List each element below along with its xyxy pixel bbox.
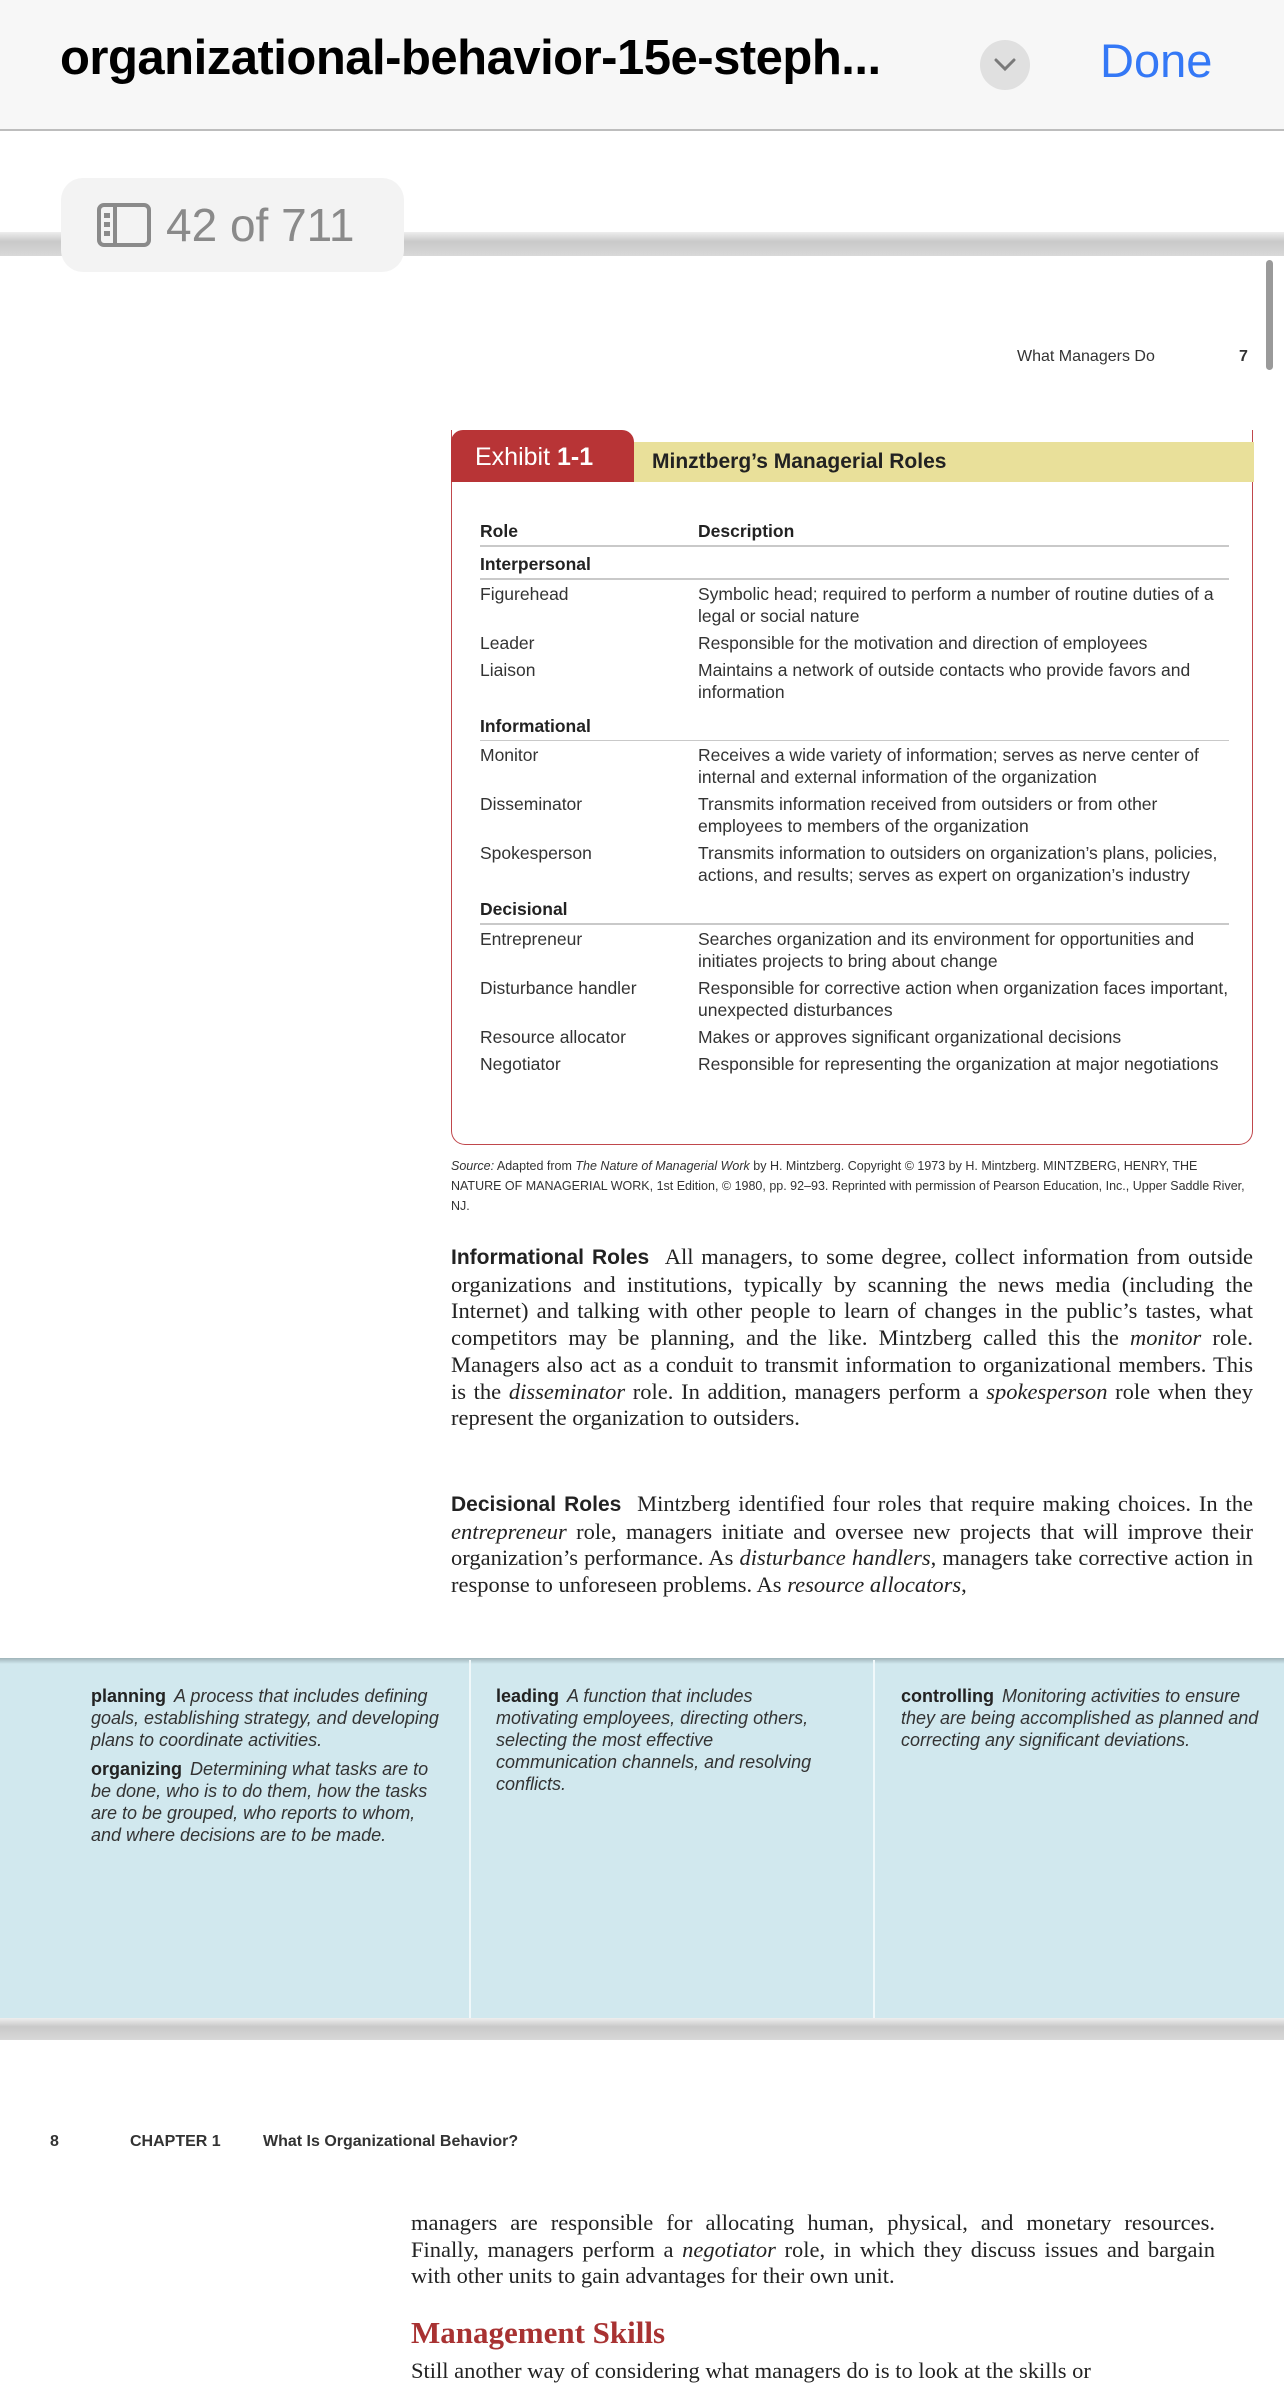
sidebar-icon xyxy=(96,202,152,248)
table-row xyxy=(480,632,1229,654)
table-row xyxy=(480,793,1229,837)
group-heading: Informational xyxy=(480,715,591,736)
text-run: role when they represent the organization to outsiders. xyxy=(451,1378,1253,1431)
text-run: role. In addition, managers perform a xyxy=(625,1378,987,1404)
table-row xyxy=(480,1053,1229,1075)
glossary-definition: A process that includes defining goals, establishing strategy, and developing plans to coordinate activities. xyxy=(91,1686,439,1750)
page-separator xyxy=(0,2018,1284,2040)
table-row xyxy=(480,744,1229,788)
description-cell: Symbolic head; required to perform a number of routine duties of a legal or social nature xyxy=(698,583,1214,626)
document-title[interactable]: organizational-behavior-15e-steph... xyxy=(60,31,881,85)
chapter-label: CHAPTER 1 xyxy=(130,2133,221,2150)
text-run: , managers take corrective action in response to unforeseen problems. As xyxy=(451,1545,1253,1598)
role-cell: Monitor xyxy=(480,745,539,765)
table-row xyxy=(480,842,1229,886)
glossary-term: controlling xyxy=(901,1686,994,1706)
paragraph-body xyxy=(451,1244,1253,1430)
description-cell: Description xyxy=(698,521,795,541)
done-button[interactable]: Done xyxy=(1100,34,1213,87)
exhibit-label: Exhibit xyxy=(475,443,551,471)
paragraph-lead: Decisional Roles xyxy=(451,1493,622,1516)
italic-term: The Nature of Managerial Work xyxy=(575,1159,750,1173)
role-cell: Disturbance handler xyxy=(480,977,637,998)
italic-term: disseminator xyxy=(508,1378,626,1404)
glossary-column xyxy=(91,1685,446,1853)
glossary-column xyxy=(496,1685,836,1802)
italic-term: monitor xyxy=(1130,1325,1202,1351)
source-note xyxy=(451,1156,1251,1216)
group-heading: Interpersonal xyxy=(480,554,591,574)
glossary-definition: Determining what tasks are to be done, who is to do them, how the tasks are to be grouped, who reports to whom, and where decisions are to be made. xyxy=(91,1759,429,1845)
roles-table xyxy=(480,520,1229,1075)
scrollbar[interactable] xyxy=(1266,260,1273,370)
paragraph-lead: Informational Roles xyxy=(451,1246,650,1269)
role-cell: Role xyxy=(480,521,518,541)
description-cell: Transmits information received from outsiders or from other employees to members of the organization xyxy=(698,794,1158,836)
text-run: Mintzberg identified four roles that require making choices. In the xyxy=(637,1491,1254,1516)
group-heading: Decisional xyxy=(480,899,568,919)
italic-term: resource allocators xyxy=(787,1572,962,1598)
text-run: managers are responsible for allocating human, physical, and monetary resources. Finally, managers perform a xyxy=(411,2210,1215,2262)
page-count: 42 of 711 xyxy=(166,199,355,251)
glossary-definition: Monitoring activities to ensure they are being accomplished as planned and correcting any significant deviations. xyxy=(901,1686,1259,1750)
glossary-entry xyxy=(91,1685,446,1751)
title-menu-button[interactable] xyxy=(980,40,1030,90)
italic-term: spokesperson xyxy=(986,1378,1108,1404)
italic-term: entrepreneur xyxy=(451,1518,567,1544)
role-cell: Spokesperson xyxy=(480,843,592,863)
table-rule xyxy=(480,545,1229,547)
exhibit-title: Minztberg’s Managerial Roles xyxy=(634,442,1254,482)
glossary-term: organizing xyxy=(91,1759,182,1779)
page-number: 7 xyxy=(1239,348,1248,365)
table-row xyxy=(480,928,1229,972)
table-row xyxy=(480,583,1229,627)
role-cell: Negotiator xyxy=(480,1053,561,1074)
table-row xyxy=(480,659,1229,703)
description-cell: Responsible for corrective action when organization faces important, unexpected disturbances xyxy=(698,977,1229,1020)
glossary-definition: A function that includes motivating employees, directing others, selecting the most effective communication channels, and resolving conflicts. xyxy=(496,1686,812,1794)
text-run: by H. Mintzberg. Copyright © 1973 by H. Mintzberg. MINTZBERG, HENRY, THE NATURE OF MANAGERIAL WORK, 1st Edition, © 1980, pp. 92–93. Reprinted with permission of Pearson Education, Inc., Upper Saddle River, NJ. xyxy=(451,1159,1245,1213)
table-rule xyxy=(480,740,1229,742)
text-run: All managers, to some degree, collect information from outside organizations and institutions, typically by scanning the news media (including the Internet) and talking with other people to learn of changes in the public’s tastes, what competitors may be planning, and the like. Mintzberg called this the xyxy=(451,1244,1253,1351)
text-run: role, in which they discuss issues and bargain with other units to gain advantages for their own unit. xyxy=(411,2236,1215,2289)
text-run: Adapted from xyxy=(494,1159,576,1173)
role-cell: Liaison xyxy=(480,659,536,680)
italic-term: negotiator xyxy=(682,2236,776,2262)
exhibit-number: 1-1 xyxy=(557,443,594,471)
section-heading: Management Skills xyxy=(411,2315,666,2350)
chapter-title: What Is Organizational Behavior? xyxy=(263,2133,519,2150)
running-head: What Managers Do xyxy=(1017,348,1155,365)
band-edge xyxy=(0,1658,1284,1664)
description-cell: Makes or approves significant organizational decisions xyxy=(698,1026,1122,1047)
glossary-column xyxy=(901,1685,1261,1758)
table-row xyxy=(480,1026,1229,1048)
table-row xyxy=(480,977,1229,1021)
role-cell: Resource allocator xyxy=(480,1026,626,1047)
italic-term: disturbance handlers xyxy=(739,1545,931,1571)
description-cell: Searches organization and its environment for opportunities and initiates projects to bring about change xyxy=(698,928,1195,971)
role-cell: Figurehead xyxy=(480,583,569,604)
cut-off-line: Still another way of considering what managers do is to look at the skills or xyxy=(411,2358,1091,2383)
viewer-toolbar xyxy=(0,0,1284,131)
column-divider xyxy=(469,1660,471,2018)
glossary-term: planning xyxy=(91,1686,166,1706)
page-indicator[interactable] xyxy=(61,178,404,272)
role-cell: Leader xyxy=(480,632,535,653)
glossary-entry xyxy=(901,1685,1261,1751)
decisional-roles-paragraph xyxy=(451,1491,1253,1599)
description-cell: Responsible for the motivation and direction of employees xyxy=(698,632,1148,653)
glossary-entry xyxy=(496,1685,836,1795)
role-cell: Entrepreneur xyxy=(480,928,583,949)
glossary-term: leading xyxy=(496,1686,560,1706)
table-rule xyxy=(480,923,1229,925)
page-number: 8 xyxy=(50,2133,59,2150)
italic-term: Source: xyxy=(451,1159,495,1173)
informational-roles-paragraph xyxy=(451,1244,1253,1432)
table-header xyxy=(480,520,1229,542)
text-run: role. Managers also act as a conduit to transmit information to organizational members. This is the xyxy=(451,1325,1254,1404)
exhibit-tab xyxy=(451,430,634,482)
description-cell: Transmits information to outsiders on organization’s plans, policies, actions, and results; serves as expert on organization’s industry xyxy=(698,843,1218,885)
description-cell: Responsible for representing the organization at major negotiations xyxy=(698,1053,1219,1074)
text-run: , xyxy=(961,1572,967,1598)
table-rule xyxy=(480,578,1229,580)
column-divider xyxy=(873,1660,875,2018)
continuation-paragraph xyxy=(411,2210,1215,2290)
glossary-entry xyxy=(91,1758,446,1846)
role-cell: Disseminator xyxy=(480,794,583,814)
description-cell: Receives a wide variety of information; serves as nerve center of internal and external information of the organization xyxy=(698,745,1199,787)
text-run: role, managers initiate and oversee new projects that will improve their organization’s performance. As xyxy=(451,1518,1253,1571)
description-cell: Maintains a network of outside contacts who provide favors and information xyxy=(698,659,1191,702)
chevron-down-icon xyxy=(994,58,1016,72)
